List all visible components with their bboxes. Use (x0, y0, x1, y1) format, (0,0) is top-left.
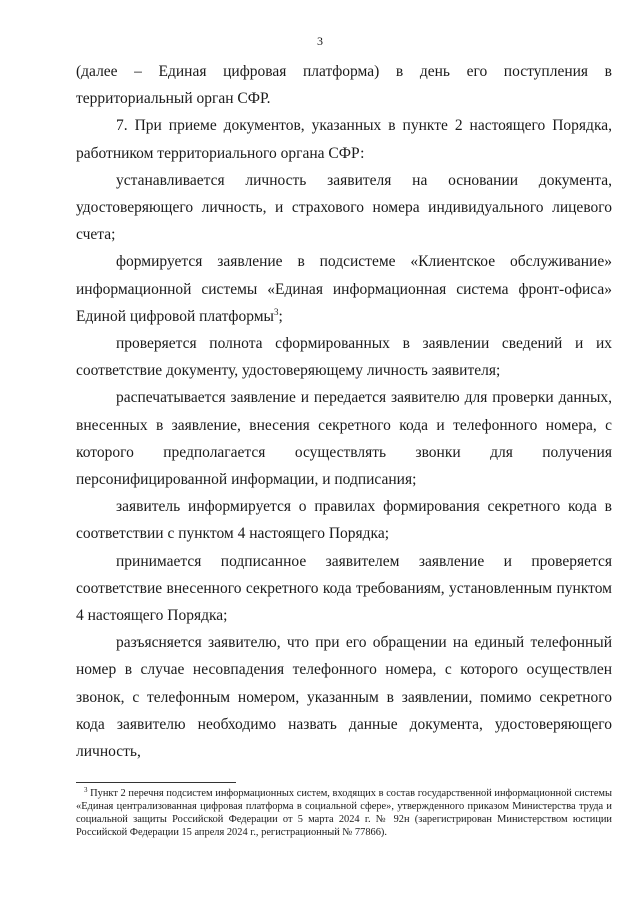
paragraph-text: заявитель информируется о правилах формирования секретного кода в соответствии с пунктом 4 настоящего Порядка; (76, 498, 612, 543)
footnote-marker: 3 (84, 786, 88, 794)
footnote (76, 787, 612, 839)
footnote-separator (76, 782, 236, 783)
paragraph-text: устанавливается личность заявителя на основании документа, удостоверяющего личность, и страхового номера индивидуального лицевого счета; (76, 171, 612, 244)
paragraph-form-application (76, 248, 612, 330)
paragraph-text: формируется заявление в подсистеме «Клиентское обслуживание» информационной системы «Единая информационная система фронт-офиса» Единой цифровой платформы (76, 253, 612, 325)
footnote-reference: 3 (273, 306, 279, 317)
paragraph-accept-application (76, 548, 612, 630)
page-number: 3 (317, 34, 323, 48)
paragraph-text: распечатывается заявление и передается заявителю для проверки данных, внесенных в заявление, внесения секретного кода и телефонного номера, с которого предполагается осуществлять звонки для получения персонифицированной информации, и подписания; (76, 389, 612, 489)
paragraph-text: (далее – Единая цифровая платформа) в день его поступления в территориальный орган СФР. (76, 63, 612, 108)
document-body (76, 58, 612, 765)
paragraph-item-7 (76, 112, 612, 166)
paragraph-completeness-check (76, 330, 612, 384)
paragraph-text: проверяется полнота сформированных в заявлении сведений и их соответствие документу, удостоверяющему личность заявителя; (76, 335, 612, 380)
paragraph-text: 7. При приеме документов, указанных в пункте 2 настоящего Порядка, работником территориального органа СФР: (76, 117, 612, 162)
paragraph-inform-rules (76, 493, 612, 547)
paragraph-identity-check (76, 167, 612, 249)
paragraph-text: принимается подписанное заявителем заявление и проверяется соответствие внесенного секретного кода требованиям, установленным пунктом 4 настоящего Порядка; (76, 552, 612, 625)
paragraph-print-application (76, 384, 612, 493)
paragraph-explain-phone (76, 629, 612, 765)
paragraph-tail: ; (278, 307, 283, 325)
paragraph-continuation (76, 58, 612, 112)
paragraph-text: разъясняется заявителю, что при его обращении на единый телефонный номер в случае несовпадения телефонного номера, с которого осуществлен звонок, с телефонным номером, указанным в заявлении, помимо секретного кода заявителю необходимо назвать данные документа, удостоверяющего личность, (76, 634, 612, 761)
footnote-text: Пункт 2 перечня подсистем информационных систем, входящих в состав государственной информационной системы «Единая централизованная цифровая платформа в социальной сфере», утвержденного приказом Министерства труда и социальной защиты Российской Федерации от 5 марта 2024 г. № 92н (зарегистрирован Министерством юстиции Российской Федерации 15 апреля 2024 г., регистрационный № 77866). (76, 788, 612, 838)
